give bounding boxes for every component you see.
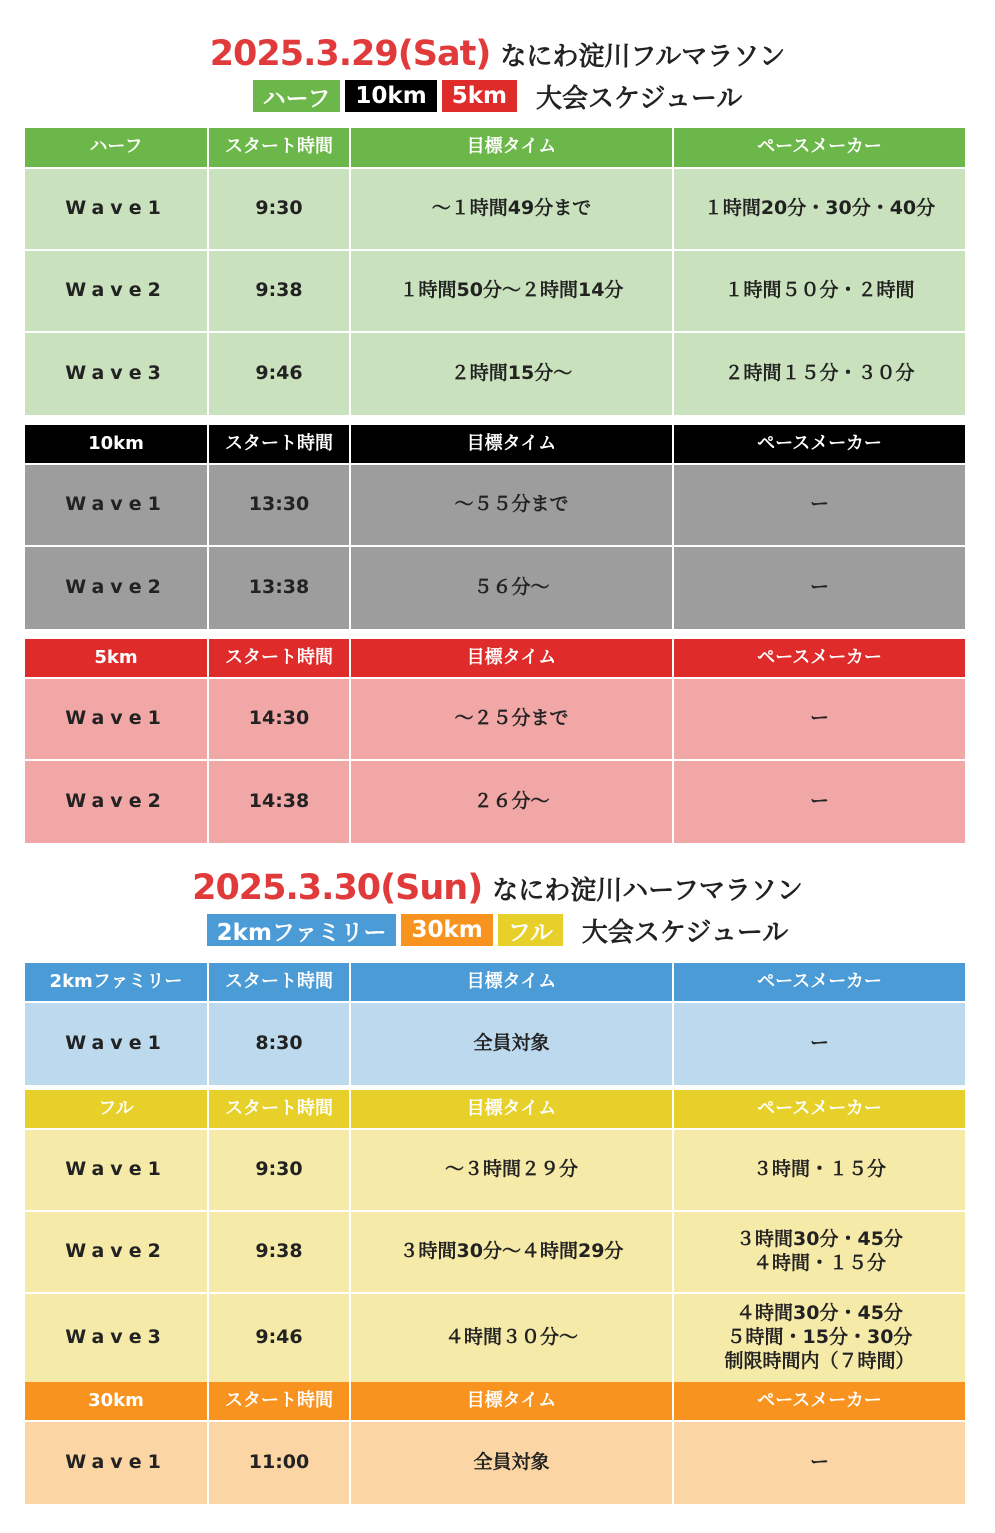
header-category: フル bbox=[25, 1090, 209, 1128]
cell-pacemaker: ３時間・１５分 bbox=[752, 1158, 886, 1181]
cell-category: Wave3 bbox=[25, 333, 209, 415]
cell-start-time: 9:46 bbox=[209, 333, 351, 415]
table-2km-family bbox=[25, 963, 965, 1085]
day1-tag-5km: 5km bbox=[442, 80, 517, 112]
table-header-row bbox=[25, 639, 965, 679]
table-full bbox=[25, 1090, 965, 1382]
day1-tag-10km: 10km bbox=[345, 80, 436, 112]
day1-date: 2025.3.29(Sat) bbox=[209, 34, 491, 74]
cell-start-time: 9:46 bbox=[209, 1294, 351, 1382]
table-30km bbox=[25, 1382, 965, 1504]
cell-pacemaker: ４時間30分・45分 ５時間・15分・30分 制限時間内（７時間） bbox=[724, 1302, 915, 1372]
table-header-row bbox=[25, 425, 965, 465]
header-target-time: 目標タイム bbox=[351, 1382, 674, 1420]
cell-start-time: 11:00 bbox=[209, 1422, 351, 1504]
table-row bbox=[25, 761, 965, 843]
header-target-time: 目標タイム bbox=[351, 425, 674, 463]
table-header-row bbox=[25, 1382, 965, 1422]
cell-pacemaker: ３時間30分・45分 ４時間・１５分 bbox=[736, 1228, 903, 1274]
day1-schedule-label: 大会スケジュール bbox=[535, 83, 743, 114]
cell-category: Wave2 bbox=[25, 251, 209, 331]
cell-target-time: 全員対象 bbox=[351, 1422, 674, 1504]
cell-target-time: ２時間15分〜 bbox=[351, 333, 674, 415]
cell-pacemaker: １時間５０分・２時間 bbox=[724, 279, 915, 302]
table-header-row bbox=[25, 963, 965, 1003]
cell-target-time: ３時間30分〜４時間29分 bbox=[351, 1212, 674, 1292]
cell-start-time: 14:30 bbox=[209, 679, 351, 759]
cell-category: Wave1 bbox=[25, 465, 209, 545]
cell-pacemaker: ー bbox=[809, 1032, 829, 1055]
table-row bbox=[25, 169, 965, 251]
header-pacemaker: ペースメーカー bbox=[757, 970, 882, 992]
cell-category: Wave3 bbox=[25, 1294, 209, 1382]
cell-target-time: ２６分〜 bbox=[351, 761, 674, 843]
table-row bbox=[25, 1294, 965, 1382]
day2-schedule-label: 大会スケジュール bbox=[581, 917, 789, 948]
cell-start-time: 8:30 bbox=[209, 1003, 351, 1085]
day2-header bbox=[0, 866, 995, 946]
table-row bbox=[25, 465, 965, 547]
cell-start-time: 9:30 bbox=[209, 169, 351, 249]
day2-tag-30km: 30km bbox=[401, 914, 492, 946]
header-pacemaker: ペースメーカー bbox=[757, 1097, 882, 1119]
day1-header bbox=[0, 32, 995, 112]
cell-category: Wave2 bbox=[25, 1212, 209, 1292]
header-start-time: スタート時間 bbox=[209, 639, 351, 677]
table-row bbox=[25, 1130, 965, 1212]
header-category: ハーフ bbox=[25, 128, 209, 167]
cell-target-time: ５６分〜 bbox=[351, 547, 674, 629]
cell-target-time: ４時間３０分〜 bbox=[351, 1294, 674, 1382]
cell-category: Wave2 bbox=[25, 547, 209, 629]
cell-pacemaker: ー bbox=[809, 790, 829, 813]
header-category: 5km bbox=[25, 639, 209, 677]
header-pacemaker: ペースメーカー bbox=[757, 432, 882, 454]
header-start-time: スタート時間 bbox=[209, 425, 351, 463]
cell-category: Wave1 bbox=[25, 679, 209, 759]
table-row bbox=[25, 251, 965, 333]
cell-target-time: 〜１時間49分まで bbox=[351, 169, 674, 249]
table-header-row bbox=[25, 128, 965, 169]
cell-pacemaker: ー bbox=[809, 1451, 829, 1474]
table-row bbox=[25, 1422, 965, 1504]
header-target-time: 目標タイム bbox=[351, 128, 674, 167]
cell-category: Wave2 bbox=[25, 761, 209, 843]
header-pacemaker: ペースメーカー bbox=[757, 136, 882, 158]
cell-pacemaker: ー bbox=[809, 707, 829, 730]
table-row bbox=[25, 547, 965, 629]
cell-category: Wave1 bbox=[25, 1003, 209, 1085]
header-pacemaker: ペースメーカー bbox=[757, 1389, 882, 1411]
cell-target-time: 〜２５分まで bbox=[351, 679, 674, 759]
header-pacemaker: ペースメーカー bbox=[757, 646, 882, 668]
day1-title: なにわ淀川フルマラソン bbox=[500, 41, 786, 72]
cell-pacemaker: １時間20分・30分・40分 bbox=[703, 197, 936, 220]
table-row bbox=[25, 333, 965, 415]
table-10km bbox=[25, 425, 965, 629]
table-row bbox=[25, 679, 965, 761]
header-start-time: スタート時間 bbox=[209, 963, 351, 1001]
header-start-time: スタート時間 bbox=[209, 1090, 351, 1128]
header-start-time: スタート時間 bbox=[209, 128, 351, 167]
header-target-time: 目標タイム bbox=[351, 639, 674, 677]
cell-start-time: 14:38 bbox=[209, 761, 351, 843]
cell-target-time: １時間50分〜２時間14分 bbox=[351, 251, 674, 331]
table-row bbox=[25, 1003, 965, 1085]
header-category: 30km bbox=[25, 1382, 209, 1420]
cell-pacemaker: ー bbox=[809, 576, 829, 599]
day2-tag-full: フル bbox=[498, 914, 563, 946]
cell-target-time: 〜３時間２９分 bbox=[351, 1130, 674, 1210]
cell-start-time: 13:38 bbox=[209, 547, 351, 629]
cell-start-time: 9:38 bbox=[209, 251, 351, 331]
cell-category: Wave1 bbox=[25, 1422, 209, 1504]
cell-target-time: 全員対象 bbox=[351, 1003, 674, 1085]
header-target-time: 目標タイム bbox=[351, 1090, 674, 1128]
cell-start-time: 9:30 bbox=[209, 1130, 351, 1210]
header-category: 2kmファミリー bbox=[25, 963, 209, 1001]
day2-title: なにわ淀川ハーフマラソン bbox=[492, 875, 803, 906]
day2-date: 2025.3.30(Sun) bbox=[192, 868, 483, 908]
day1-tag-half: ハーフ bbox=[253, 80, 341, 112]
day2-tag-2km-family: 2kmファミリー bbox=[207, 914, 397, 946]
cell-target-time: 〜５５分まで bbox=[351, 465, 674, 545]
cell-start-time: 9:38 bbox=[209, 1212, 351, 1292]
header-target-time: 目標タイム bbox=[351, 963, 674, 1001]
cell-pacemaker: ２時間１５分・３０分 bbox=[724, 362, 915, 385]
cell-pacemaker: ー bbox=[809, 493, 829, 516]
header-category: 10km bbox=[25, 425, 209, 463]
cell-start-time: 13:30 bbox=[209, 465, 351, 545]
table-half bbox=[25, 128, 965, 415]
table-header-row bbox=[25, 1090, 965, 1130]
table-5km bbox=[25, 639, 965, 843]
cell-category: Wave1 bbox=[25, 1130, 209, 1210]
header-start-time: スタート時間 bbox=[209, 1382, 351, 1420]
cell-category: Wave1 bbox=[25, 169, 209, 249]
table-row bbox=[25, 1212, 965, 1294]
